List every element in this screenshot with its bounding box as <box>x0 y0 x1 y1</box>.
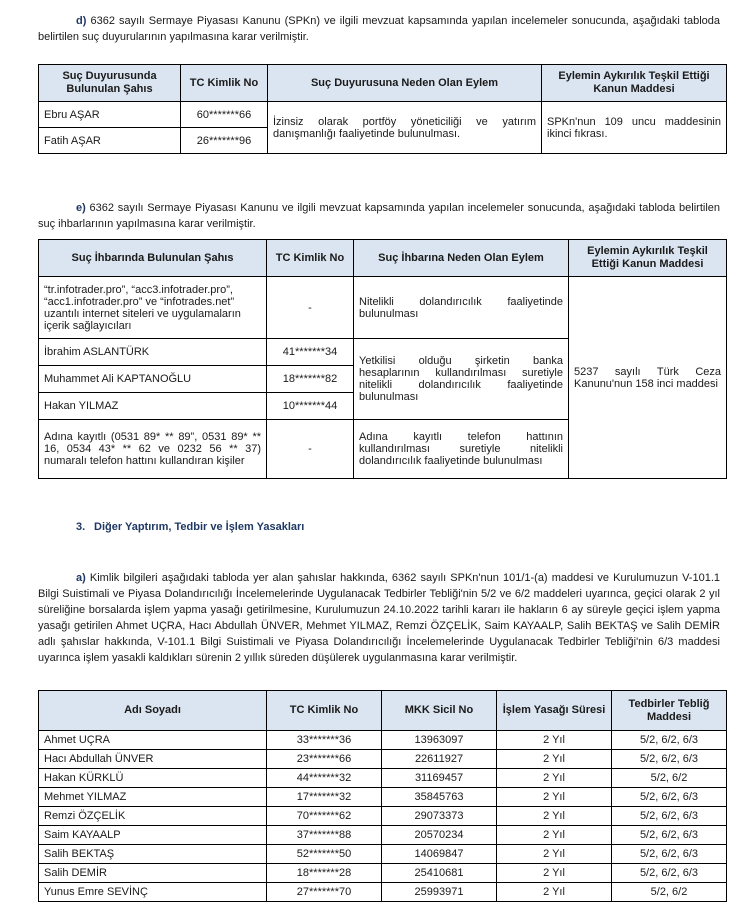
person-name: Fatih AŞAR <box>39 128 181 154</box>
section-3-number: 3. <box>76 521 86 533</box>
table-row <box>39 731 727 750</box>
mkk-sicil-no: 13963097 <box>382 731 497 750</box>
teblig-maddesi: 5/2, 6/2, 6/3 <box>612 826 727 845</box>
yasak-suresi: 2 Yıl <box>497 769 612 788</box>
mkk-sicil-no: 25993971 <box>382 883 497 902</box>
person-name: “tr.infotrader.pro”, “acc3.infotrader.pro”, “acc1.infotrader.pro” ve “infotrades.net” uzantılı internet siteleri ve uygulamaların içerik sağlayıcıları <box>39 277 267 339</box>
tc-no: 52*******50 <box>267 845 382 864</box>
person-name: Salih BEKTAŞ <box>39 845 267 864</box>
header-kanun: Eylemin Aykırılık Teşkil Ettiği Kanun Maddesi <box>542 65 727 102</box>
eylem-cell: Nitelikli dolandırıcılık faaliyetinde bulunulması <box>354 277 569 339</box>
header-tc: TC Kimlik No <box>181 65 268 102</box>
suc-ihbari-table <box>38 239 727 479</box>
table-row <box>39 826 727 845</box>
tc-no: 27*******70 <box>267 883 382 902</box>
person-name: Hacı Abdullah ÜNVER <box>39 750 267 769</box>
header-kanun: Eylemin Aykırılık Teşkil Ettiği Kanun Maddesi <box>569 240 727 277</box>
person-name: Mehmet YILMAZ <box>39 788 267 807</box>
eylem-cell: İzinsiz olarak portföy yöneticiliği ve yatırım danışmanlığı faaliyetinde bulunulması. <box>268 102 542 154</box>
teblig-maddesi: 5/2, 6/2 <box>612 883 727 902</box>
header-sure: İşlem Yasağı Süresi <box>497 691 612 731</box>
section-3-title: Diğer Yaptırım, Tedbir ve İşlem Yasakları <box>94 521 305 533</box>
teblig-maddesi: 5/2, 6/2, 6/3 <box>612 750 727 769</box>
teblig-maddesi: 5/2, 6/2, 6/3 <box>612 731 727 750</box>
yasak-suresi: 2 Yıl <box>497 883 612 902</box>
table-row <box>39 750 727 769</box>
person-name: Ebru AŞAR <box>39 102 181 128</box>
header-madde: Tedbirler Tebliğ Maddesi <box>612 691 727 731</box>
teblig-maddesi: 5/2, 6/2 <box>612 769 727 788</box>
person-name: Remzi ÖZÇELİK <box>39 807 267 826</box>
table-row <box>39 788 727 807</box>
person-name: Saim KAYAALP <box>39 826 267 845</box>
yasak-suresi: 2 Yıl <box>497 807 612 826</box>
header-tc: TC Kimlik No <box>267 240 354 277</box>
header-eylem: Suç Duyurusuna Neden Olan Eylem <box>268 65 542 102</box>
mkk-sicil-no: 22611927 <box>382 750 497 769</box>
kanun-cell: 5237 sayılı Türk Ceza Kanunu'nun 158 inci maddesi <box>569 277 727 479</box>
section-3-heading <box>76 521 304 533</box>
mkk-sicil-no: 29073373 <box>382 807 497 826</box>
kanun-cell: SPKn'nun 109 uncu maddesinin ikinci fıkrası. <box>542 102 727 154</box>
header-eylem: Suç İhbarına Neden Olan Eylem <box>354 240 569 277</box>
tc-no: 18*******82 <box>267 366 354 393</box>
section-a-intro <box>38 570 720 666</box>
yasak-suresi: 2 Yıl <box>497 864 612 883</box>
table-row <box>39 883 727 902</box>
tc-no: 44*******32 <box>267 769 382 788</box>
mkk-sicil-no: 14069847 <box>382 845 497 864</box>
tc-no: 18*******28 <box>267 864 382 883</box>
tc-no: 10*******44 <box>267 393 354 420</box>
section-a-letter: a) <box>76 572 86 584</box>
table-row <box>39 769 727 788</box>
islem-yasagi-table <box>38 690 727 902</box>
yasak-suresi: 2 Yıl <box>497 826 612 845</box>
yasak-suresi: 2 Yıl <box>497 788 612 807</box>
tc-no: 70*******62 <box>267 807 382 826</box>
person-name: Adına kayıtlı (0531 89* ** 89”, 0531 89* ** 16, 0534 43* ** 62 ve 0232 56 ** 37) numaralı telefon hattını kullandıran kişiler <box>39 420 267 479</box>
section-e-intro <box>38 200 720 232</box>
table-row <box>39 864 727 883</box>
tc-no: - <box>267 420 354 479</box>
person-name: Hakan KÜRKLÜ <box>39 769 267 788</box>
tc-no: - <box>267 277 354 339</box>
table-row <box>39 845 727 864</box>
teblig-maddesi: 5/2, 6/2, 6/3 <box>612 845 727 864</box>
teblig-maddesi: 5/2, 6/2, 6/3 <box>612 807 727 826</box>
section-d-text: 6362 sayılı Sermaye Piyasası Kanunu (SPKn) ve ilgili mevzuat kapsamında yapılan incelemeler sonucunda, aşağıdaki tabloda belirtilen suç duyurularının yapılmasına karar verilmiştir. <box>38 15 721 43</box>
tc-no: 33*******36 <box>267 731 382 750</box>
mkk-sicil-no: 31169457 <box>382 769 497 788</box>
header-tc: TC Kimlik No <box>267 691 382 731</box>
tc-no: 17*******32 <box>267 788 382 807</box>
section-e-letter: e) <box>76 202 86 214</box>
section-d-intro <box>38 13 720 45</box>
header-mkk: MKK Sicil No <box>382 691 497 731</box>
header-sahis: Suç İhbarında Bulunulan Şahıs <box>39 240 267 277</box>
person-name: Yunus Emre SEVİNÇ <box>39 883 267 902</box>
header-adi-soyadi: Adı Soyadı <box>39 691 267 731</box>
person-name: Muhammet Ali KAPTANOĞLU <box>39 366 267 393</box>
table-row <box>39 807 727 826</box>
section-a-text: Kimlik bilgileri aşağıdaki tabloda yer alan şahıslar hakkında, 6362 sayılı SPKn'nun 101/1-(a) maddesi ve Kurulumuzun V-101.1 Bilgi Suistimali ve Piyasa Dolandırıcılığı İncelemelerinde Uygulanacak Tedbirler Tebliği'nin 5/2 ve 6/2 maddeleri uyarınca, geçici olarak 2 yıl süreliğine borsalarda işlem yapma yasağı getirilmesine, Kurulumuzun 24.10.2022 tarihli kararı ile hakların 6 ay süreyle geçici işlem yapma yasağı getirilen Ahmet UÇRA, Hacı Abdullah ÜNVER, Mehmet YILMAZ, Remzi ÖZÇELİK, Saim KAYAALP, Salih BEKTAŞ ve Salih DEMİR adlı şahıslar hakkında, V-101.1 Bilgi Suistimali ve Piyasa Dolandırıcılığı İncelemelerinde Uygulanacak Tedbirler Tebliği'nin 6/3 maddesi uyarınca işlem yasakli kaldıkları sürenin 2 yıllık süreden düşülerek uygulanmasına karar verilmiştir. <box>38 572 720 664</box>
table-row <box>39 277 727 339</box>
eylem-cell: Adına kayıtlı telefon hattının kullandırılması suretiyle nitelikli dolandırıcılık faaliyetinde bulunulması <box>354 420 569 479</box>
section-e-text: 6362 sayılı Sermaye Piyasası Kanunu ve ilgili mevzuat kapsamında yapılan incelemeler sonucunda, aşağıdaki tabloda belirtilen suç ihbarlarının yapılmasına karar verilmiştir. <box>38 202 720 230</box>
tc-no: 37*******88 <box>267 826 382 845</box>
person-name: İbrahim ASLANTÜRK <box>39 339 267 366</box>
yasak-suresi: 2 Yıl <box>497 845 612 864</box>
header-sahis: Suç Duyurusunda Bulunulan Şahıs <box>39 65 181 102</box>
mkk-sicil-no: 20570234 <box>382 826 497 845</box>
person-name: Hakan YILMAZ <box>39 393 267 420</box>
tc-no: 26*******96 <box>181 128 268 154</box>
tc-no: 23*******66 <box>267 750 382 769</box>
suc-duyurusu-table <box>38 64 727 154</box>
tc-no: 41*******34 <box>267 339 354 366</box>
eylem-cell: Yetkilisi olduğu şirketin banka hesaplarının kullandırılması suretiyle nitelikli dolandırıcılık faaliyetinde bulunulması <box>354 339 569 420</box>
section-d-letter: d) <box>76 15 87 27</box>
person-name: Salih DEMİR <box>39 864 267 883</box>
table-row <box>39 102 727 128</box>
yasak-suresi: 2 Yıl <box>497 731 612 750</box>
teblig-maddesi: 5/2, 6/2, 6/3 <box>612 864 727 883</box>
yasak-suresi: 2 Yıl <box>497 750 612 769</box>
teblig-maddesi: 5/2, 6/2, 6/3 <box>612 788 727 807</box>
tc-no: 60*******66 <box>181 102 268 128</box>
mkk-sicil-no: 35845763 <box>382 788 497 807</box>
mkk-sicil-no: 25410681 <box>382 864 497 883</box>
person-name: Ahmet UÇRA <box>39 731 267 750</box>
